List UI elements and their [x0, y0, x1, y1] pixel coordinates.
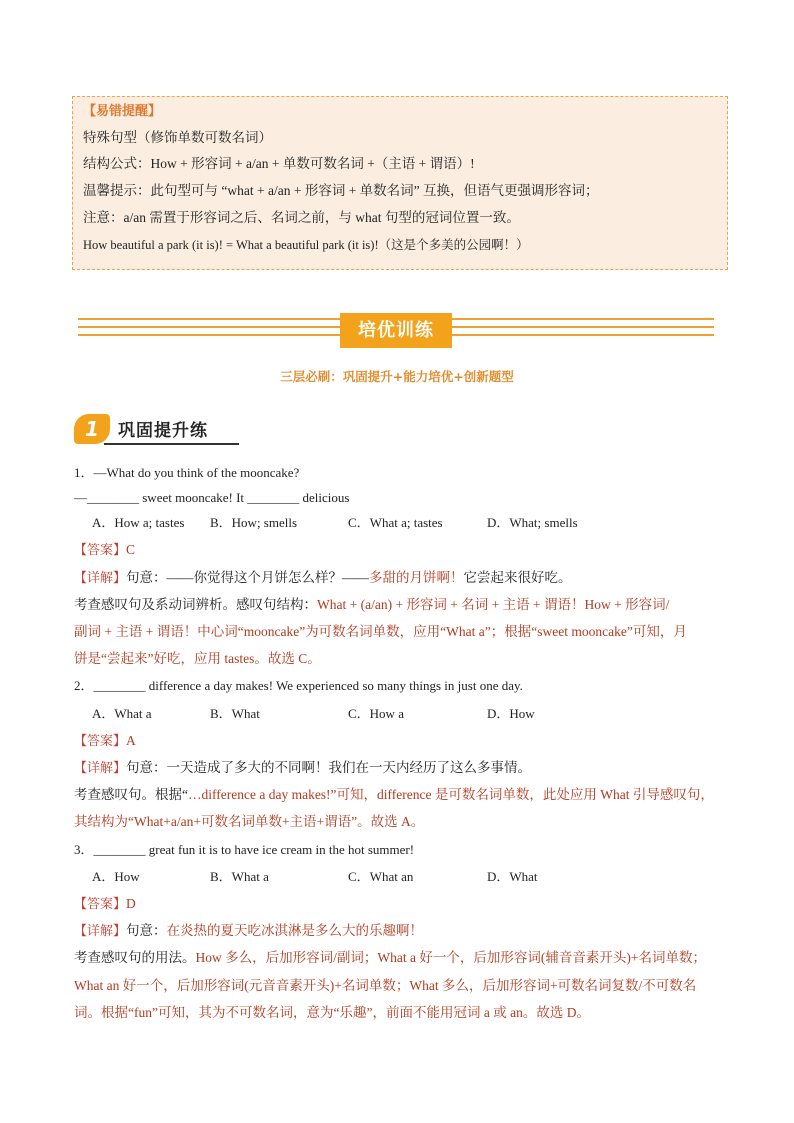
answer-value: C [126, 542, 136, 557]
meaning-line [74, 569, 572, 588]
explanation-line [74, 596, 669, 614]
meaning-tail: 它尝起来很好吃。 [463, 570, 572, 585]
answer-label: 【答案】 [74, 897, 127, 912]
option-b: B．What a [210, 869, 269, 884]
option-d: D．What; smells [487, 515, 578, 530]
option-b: B．How; smells [210, 515, 298, 530]
explanation-line: 词。根据“fun”可知，其为不可数名词，意为“乐趣”，前面不能用冠词 a 或 an。故选 D。 [74, 1005, 590, 1020]
tip-line: How beautiful a park (it is)! = What a beautiful park (it is)!（这是个多美的公园啊！） [83, 238, 529, 252]
option-d: D．How [487, 706, 535, 721]
option-b: B．What [210, 706, 260, 721]
meaning-line [74, 759, 531, 778]
section-banner [78, 312, 714, 352]
meaning-text: 在炎热的夏天吃冰淇淋是多么大的乐趣啊！ [166, 923, 424, 938]
meaning-text: 一天造成了多大的不同啊！我们在一天内经历了这么多事情。 [166, 760, 532, 775]
explanation-line [74, 949, 706, 967]
answer-line [74, 732, 136, 751]
answer-label: 【答案】 [74, 734, 127, 749]
option-d: D．What [487, 869, 538, 884]
part-heading [74, 412, 244, 446]
answer-line [74, 541, 135, 560]
explanation-line: What an 好一个，后加形容词(元音音素开头)+名词单数；What 多么，后加形容词+可数名词复数/不可数名 [74, 978, 697, 993]
option-a: A．What a [92, 706, 152, 721]
detail-label: 【详解】 [74, 761, 127, 776]
tip-line: 注意：a/an 需置于形容词之后、名词之前，与 what 句型的冠词位置一致。 [83, 210, 520, 225]
meaning-line [74, 922, 423, 941]
part-title: 巩固提升练 [118, 421, 208, 441]
question-stem: 3．________ great fun it is to have ice cream in the hot summer! [74, 842, 415, 857]
question-stem: 1．—What do you think of the mooncake? [74, 465, 300, 480]
explanation-line: 副词 + 主语 + 谓语！中心词“mooncake”为可数名词单数，应用“What a”；根据“sweet mooncake”可知，月 [74, 624, 687, 639]
explanation-text: 考查感叹句的用法。 [74, 950, 196, 965]
answer-label: 【答案】 [74, 543, 127, 558]
explanation-text: 考查感叹句。根据“ [74, 787, 188, 802]
explanation-text: 考查感叹句及系动词辨析。感叹句结构： [74, 597, 317, 612]
explanation-line [74, 786, 714, 804]
option-c: C．What a; tastes [348, 515, 443, 530]
meaning-text: ——你觉得这个月饼怎么样？—— [166, 570, 370, 585]
tip-line: 特殊句型（修饰单数可数名词） [83, 130, 272, 145]
detail-label: 【详解】 [74, 571, 127, 586]
tip-line: 温馨提示：此句型可与 “what + a/an + 形容词 + 单数名词” 互换，但语气更强调形容词； [83, 183, 599, 198]
tip-header: 【易错提醒】 [83, 104, 162, 119]
tip-line: 结构公式：How + 形容词 + a/an + 单数可数名词 +（主语 + 谓语）! [83, 156, 475, 171]
explanation-highlight: What + (a/an) + 形容词 + 名词 + 主语 + 谓语！How + 形容词/ [317, 597, 670, 612]
banner-subtitle: 三层必刷：巩固提升+能力培优+创新题型 [280, 369, 514, 384]
meaning-prefix: 句意： [126, 760, 167, 775]
meaning-highlight: 多甜的月饼啊！ [369, 570, 464, 585]
banner-title: 培优训练 [340, 313, 452, 348]
question-stem: —________ sweet mooncake! It ________ delicious [74, 490, 350, 505]
explanation-highlight: …difference a day makes!”可知，difference 是可数名词单数，此处应用 What 引导感叹句， [188, 787, 714, 802]
explanation-line: 其结构为“What+a/an+可数名词单数+主语+谓语”。故选 A。 [74, 814, 425, 829]
answer-value: D [126, 896, 136, 911]
option-c: C．What an [348, 869, 414, 884]
answer-line [74, 895, 136, 914]
question-stem: 2．________ difference a day makes! We experienced so many things in just one day. [74, 678, 523, 693]
answer-value: A [126, 733, 136, 748]
option-a: A．How [92, 869, 140, 884]
tip-box [72, 96, 728, 270]
option-a: A．How a; tastes [92, 515, 185, 530]
explanation-line: 饼是“尝起来”好吃，应用 tastes。故选 C。 [74, 651, 321, 666]
meaning-prefix: 句意： [126, 923, 167, 938]
detail-label: 【详解】 [74, 924, 127, 939]
part-underline [104, 443, 239, 445]
option-c: C．How a [348, 706, 404, 721]
part-number-badge: 1 [74, 414, 110, 444]
meaning-prefix: 句意： [126, 570, 167, 585]
explanation-highlight: How 多么，后加形容词/副词；What a 好一个，后加形容词(辅音音素开头)+名词单数； [195, 950, 706, 965]
